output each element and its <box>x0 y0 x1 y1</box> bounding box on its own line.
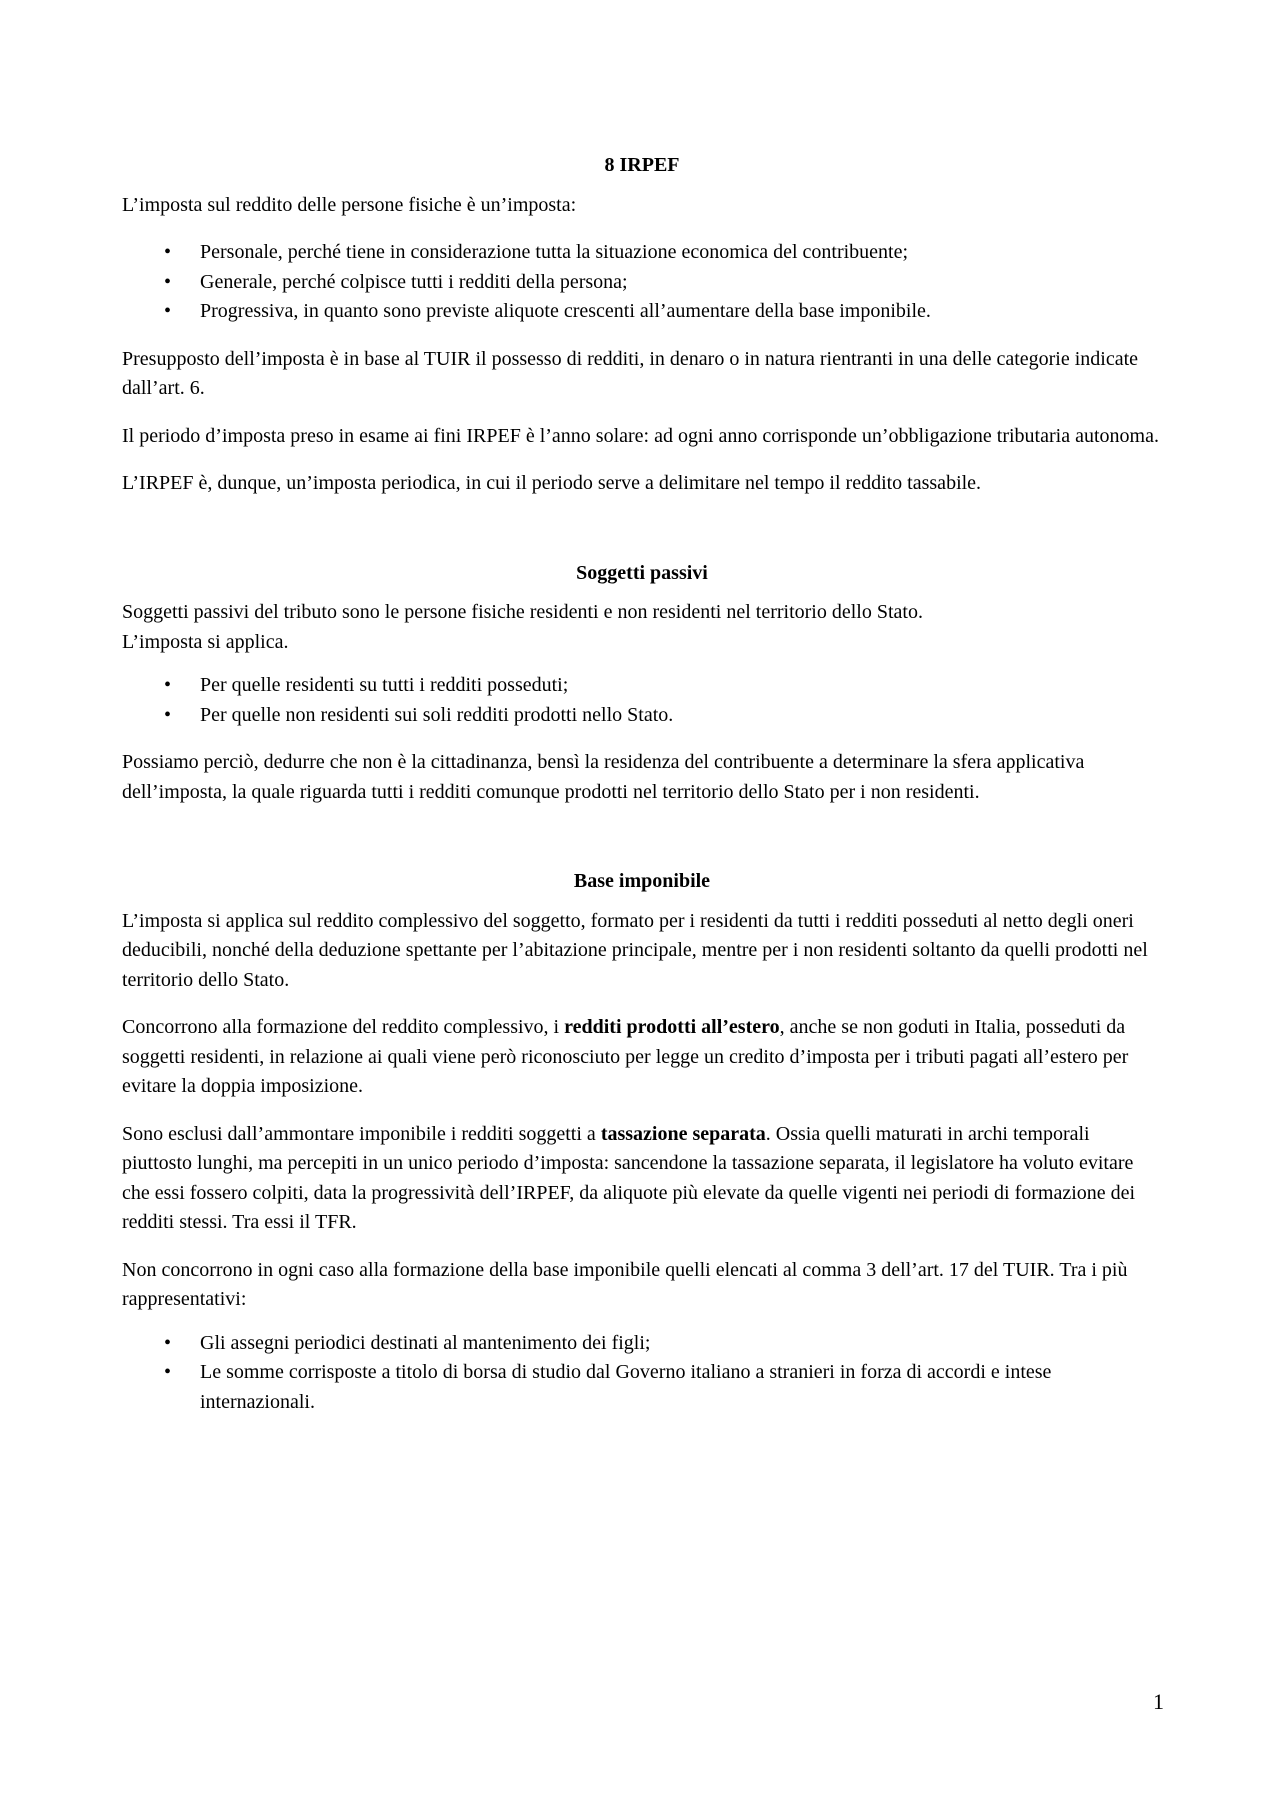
soggetti-line-2: L’imposta si applica. <box>122 630 289 653</box>
list-item-text: Per quelle non residenti sui soli redditi prodotti nello Stato. <box>200 703 674 726</box>
bold-term-redditi-estero: redditi prodotti all’estero <box>564 1016 780 1038</box>
list-item <box>122 1358 1162 1417</box>
list-item-text: Generale, perché colpisce tutti i redditi della persona; <box>200 270 628 293</box>
tassazione-separata-paragraph <box>122 1120 1162 1238</box>
bullet-icon: • <box>164 241 172 263</box>
list-item-text: Gli assegni periodici destinati al mantenimento dei figli; <box>200 1331 651 1354</box>
reddito-complessivo-paragraph: L’imposta si applica sul reddito complessivo del soggetto, formato per i residenti da tutti i redditi posseduti al netto degli oneri deducibili, nonché della deduzione spettante per l’abitazione principale, mentre per i non residenti soltanto da quelli prodotti nel territorio dello Stato. <box>122 909 1148 991</box>
non-concorrono-paragraph: Non concorrono in ogni caso alla formazione della base imponibile quelli elencati al comma 3 dell’art. 17 del TUIR. Tra i più rappresentativi: <box>122 1258 1128 1310</box>
text-run: Sono esclusi dall’ammontare imponibile i redditi soggetti a <box>122 1122 601 1145</box>
list-item-text: Le somme corrisposte a titolo di borsa di studio dal Governo italiano a stranieri in forza di accordi e intese internazionali. <box>200 1361 1052 1413</box>
bullet-icon: • <box>164 1331 172 1354</box>
base-imponibile-bullet-list <box>122 1329 1162 1418</box>
soggetti-paragraph <box>122 598 1162 657</box>
list-item <box>122 701 1162 731</box>
bullet-icon: • <box>164 674 172 696</box>
presupposto-paragraph: Presupposto dell’imposta è in base al TUIR il possesso di redditi, in denaro o in natura rientranti in una delle categorie indicate dall’art. 6. <box>122 347 1139 399</box>
list-item <box>122 297 1162 327</box>
list-item-text: Progressiva, in quanto sono previste aliquote crescenti all’aumentare della base imponibile. <box>200 300 931 322</box>
periodo-paragraph: Il periodo d’imposta preso in esame ai fini IRPEF è l’anno solare: ad ogni anno corrisponde un’obbligazione tributaria autonoma. <box>122 424 1159 447</box>
redditi-estero-paragraph <box>122 1013 1162 1102</box>
list-item <box>122 238 1162 268</box>
intro-paragraph: L’imposta sul reddito delle persone fisiche è un’imposta: <box>122 193 577 216</box>
text-run: . Ossia quelli maturati in archi temporali piuttosto lunghi, ma percepiti in un unico periodo d’imposta: sancendone la tassazione separata, il legislatore ha voluto evitare che essi fossero colpiti, data la progressività dell’IRPEF, da aliquote più elevate da quelle vigenti nei periodi di formazione dei redditi stessi. Tra essi il TFR. <box>122 1122 1136 1233</box>
bullet-icon: • <box>164 300 172 322</box>
text-run: Concorrono alla formazione del reddito complessivo, i <box>122 1016 565 1038</box>
bullet-icon: • <box>164 1361 172 1383</box>
soggetti-bullet-list <box>122 671 1162 730</box>
intro-bullet-list <box>122 238 1162 327</box>
residenza-paragraph: Possiamo perciò, dedurre che non è la cittadinanza, bensì la residenza del contribuente a determinare la sfera applicativa dell’imposta, la quale riguarda tutti i redditi comunque prodotti nel territorio dello Stato per i non residenti. <box>122 751 1085 803</box>
bold-term-tassazione-separata: tassazione separata <box>600 1122 766 1145</box>
bullet-icon: • <box>164 270 172 293</box>
section-heading-soggetti-passivi: Soggetti passivi <box>576 561 708 584</box>
document-title: 8 IRPEF <box>604 154 680 176</box>
list-item <box>122 671 1162 701</box>
list-item <box>122 1329 1162 1359</box>
section-heading-base-imponibile: Base imponibile <box>573 870 711 892</box>
page-content <box>122 151 1162 1435</box>
irpef-periodica-paragraph: L’IRPEF è, dunque, un’imposta periodica, in cui il periodo serve a delimitare nel tempo il reddito tassabile. <box>122 472 982 494</box>
text-run: , anche se non goduti in Italia, posseduti da soggetti residenti, in relazione ai quali viene però riconosciuto per legge un credito d’imposta per i tributi pagati all’estero per evitare la doppia imposizione. <box>122 1016 1129 1097</box>
list-item-text: Personale, perché tiene in considerazione tutta la situazione economica del contribuente; <box>200 241 909 263</box>
bullet-icon: • <box>164 703 172 726</box>
list-item <box>122 268 1162 298</box>
list-item-text: Per quelle residenti su tutti i redditi posseduti; <box>200 674 569 696</box>
soggetti-line-1: Soggetti passivi del tributo sono le persone fisiche residenti e non residenti nel territorio dello Stato. <box>122 601 923 623</box>
page-number: 1 <box>1153 1689 1164 1714</box>
